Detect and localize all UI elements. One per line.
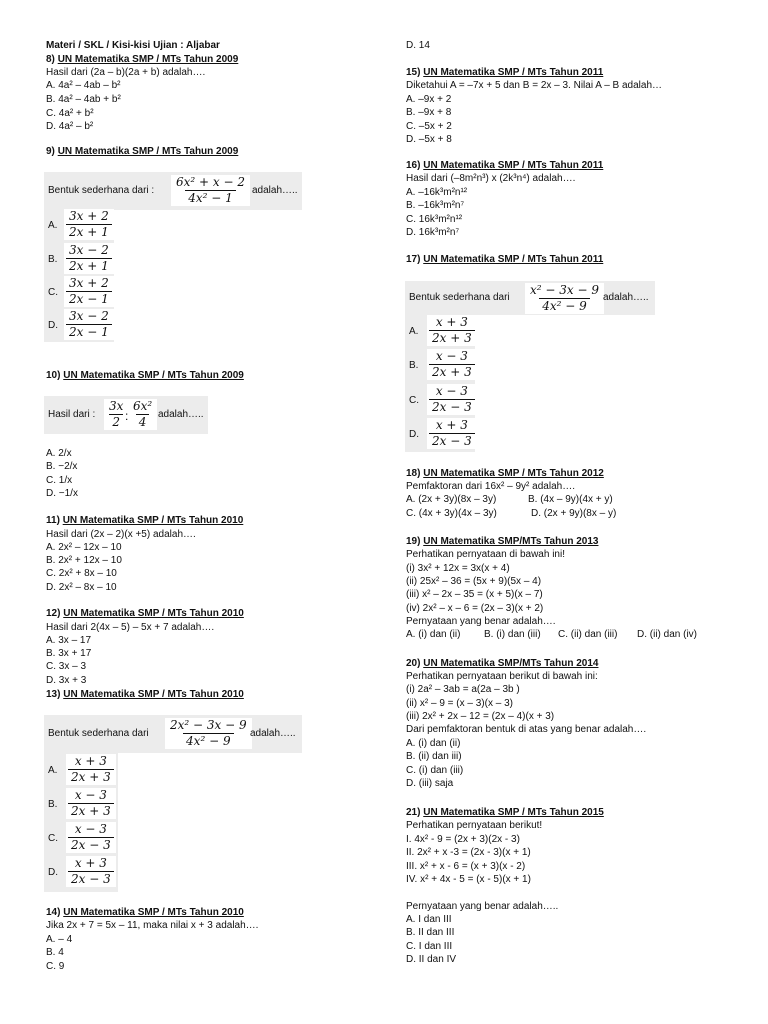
q15-option-c: C. –5x + 2: [406, 121, 452, 132]
q21-statement-1: I. 4x² - 9 = (2x + 3)(2x - 3): [406, 834, 520, 845]
q21-option-c: C. I dan III: [406, 941, 453, 952]
q13-number: 13): [46, 689, 61, 700]
q9-option-d-fraction: [64, 309, 114, 340]
q8-option-a: A. 4a² – 4ab – b²: [46, 80, 121, 91]
q13-title: UN Matematika SMP / MTs Tahun 2010: [63, 689, 244, 700]
q18-option-c: C. (4x + 3y)(4x – 3y): [406, 508, 497, 519]
q20-title: UN Matematika SMP/MTs Tahun 2014: [423, 658, 599, 669]
q14-stem: Jika 2x + 7 = 5x – 11, maka nilai x + 3 adalah….: [46, 920, 259, 931]
q12-stem: Hasil dari 2(4x – 5) – 5x + 7 adalah….: [46, 622, 215, 633]
q19-option-c: C. (ii) dan (iii): [558, 629, 618, 640]
q13-option-b-fraction: [66, 788, 116, 819]
q20-heading: [406, 658, 598, 670]
q13-heading: [46, 689, 244, 701]
q13-option-c-numerator: x − 3: [74, 822, 107, 836]
q10-heading: [46, 370, 244, 382]
q8-stem: Hasil dari (2a – b)(2a + b) adalah….: [46, 67, 206, 78]
q10-title: UN Matematika SMP / MTs Tahun 2009: [63, 370, 244, 381]
q11-option-b: B. 2x² + 12x – 10: [46, 555, 122, 566]
q17-option-b-denominator: 2x + 3: [429, 364, 475, 380]
q10-fraction-1-denominator: 2: [109, 414, 123, 430]
q17-option-d-denominator: 2x − 3: [429, 433, 475, 449]
q20-option-d: D. (iii) saja: [406, 778, 454, 789]
q14-option-c: C. 9: [46, 961, 65, 972]
q13-option-b-denominator: 2x + 3: [68, 803, 114, 819]
q19-heading: [406, 536, 598, 548]
q21-option-b: B. II dan III: [406, 927, 455, 938]
q13-option-c-fraction: [66, 822, 116, 853]
q17-option-c-denominator: 2x − 3: [429, 399, 475, 415]
q19-statement-3: (iii) x² – 2x – 35 = (x + 5)(x – 7): [406, 589, 543, 600]
q10-suffix: adalah…..: [158, 409, 204, 420]
q13-main-denominator: 4x² − 9: [183, 733, 234, 749]
q10-option-b: B. −2/x: [46, 461, 78, 472]
q17-option-c-numerator: x − 3: [435, 384, 468, 398]
q17-option-c-fraction: [427, 384, 477, 415]
q18-stem: Pemfaktoran dari 16x² – 9y² adalah….: [406, 481, 575, 492]
q16-option-c: C. 16k³m²n¹²: [406, 214, 463, 225]
q17-option-b-fraction: [427, 349, 477, 380]
q17-main-fraction: [525, 283, 604, 314]
q19-option-d: D. (ii) dan (iv): [637, 629, 698, 640]
q13-option-a-label: A.: [48, 765, 58, 776]
q21-statement-3: III. x² + x - 6 = (x + 3)(x - 2): [406, 861, 526, 872]
q19-statement-1: (i) 3x² + 12x = 3x(x + 4): [406, 563, 510, 574]
q9-option-b-denominator: 2x + 1: [66, 258, 112, 274]
q9-option-a-denominator: 2x + 1: [66, 224, 112, 240]
q20-option-c: C. (i) dan (iii): [406, 765, 464, 776]
q20-stem: Perhatikan pernyataan berikut di bawah ini:: [406, 671, 598, 682]
q20-option-b: B. (ii) dan iii): [406, 751, 462, 762]
q9-main-denominator: 4x² − 1: [185, 190, 236, 206]
q17-option-a-numerator: x + 3: [435, 315, 468, 329]
q16-title: UN Matematika SMP / MTs Tahun 2011: [423, 160, 604, 171]
q12-number: 12): [46, 608, 61, 619]
q8-number: 8): [46, 54, 55, 65]
q13-option-a-denominator: 2x + 3: [68, 769, 114, 785]
q21-stem: Perhatikan pernyataan berikut!: [406, 820, 543, 831]
q17-main-denominator: 4x² − 9: [539, 298, 590, 314]
q10-option-c: C. 1/x: [46, 475, 73, 486]
q12-option-b: B. 3x + 17: [46, 648, 92, 659]
q19-option-b: B. (i) dan (iii): [484, 629, 541, 640]
q19-number: 19): [406, 536, 421, 547]
q10-option-a: A. 2/x: [46, 448, 72, 459]
q8-option-d: D. 4a² – b²: [46, 121, 94, 132]
q8-option-b: B. 4a² – 4ab + b²: [46, 94, 121, 105]
q17-option-a-denominator: 2x + 3: [429, 330, 475, 346]
q10-number: 10): [46, 370, 61, 381]
q15-title: UN Matematika SMP / MTs Tahun 2011: [423, 67, 604, 78]
q13-option-a-fraction: [66, 754, 116, 785]
q11-option-a: A. 2x² – 12x – 10: [46, 542, 122, 553]
q20-option-a: A. (i) dan (ii): [406, 738, 461, 749]
q14-title: UN Matematika SMP / MTs Tahun 2010: [63, 907, 244, 918]
q19-option-a: A. (i) dan (ii): [406, 629, 461, 640]
q13-option-c-label: C.: [48, 833, 58, 844]
q17-number: 17): [406, 254, 421, 265]
q19-question: Pernyataan yang benar adalah….: [406, 616, 556, 627]
q19-statement-2: (ii) 25x² – 36 = (5x + 9)(5x – 4): [406, 576, 542, 587]
q12-option-d: D. 3x + 3: [46, 675, 87, 686]
q9-main-fraction: [171, 175, 250, 206]
q9-option-b-fraction: [64, 243, 114, 274]
q13-option-d-denominator: 2x − 3: [68, 871, 114, 887]
q15-heading: [406, 67, 603, 79]
q9-title: UN Matematika SMP / MTs Tahun 2009: [57, 146, 239, 157]
q9-option-d-numerator: 3x − 2: [69, 309, 109, 323]
q15-number: 15): [406, 67, 421, 78]
q20-number: 20): [406, 658, 421, 669]
page-header: Materi / SKL / Kisi-kisi Ujian : Aljabar: [46, 40, 220, 51]
q14-option-b: B. 4: [46, 947, 64, 958]
q17-title: UN Matematika SMP / MTs Tahun 2011: [423, 254, 604, 265]
q20-question: Dari pemfaktoran bentuk di atas yang benar adalah….: [406, 724, 647, 735]
q8-title: UN Matematika SMP / MTs Tahun 2009: [57, 54, 239, 65]
q10-fraction-2-numerator: 6x²: [133, 399, 153, 413]
q9-option-d-label: D.: [48, 320, 58, 331]
q9-main-numerator: 6x² + x − 2: [176, 175, 245, 189]
q17-option-d-label: D.: [409, 429, 419, 440]
q10-fraction-2-denominator: 4: [136, 414, 150, 430]
q13-option-a-numerator: x + 3: [74, 754, 107, 768]
q18-title: UN Matematika SMP / MTs Tahun 2012: [423, 468, 604, 479]
q9-prefix: Bentuk sederhana dari :: [48, 185, 155, 196]
q18-option-a: A. (2x + 3y)(8x – 3y): [406, 494, 497, 505]
q10-option-d: D. −1/x: [46, 488, 78, 499]
q18-option-b: B. (4x – 9y)(4x + y): [528, 494, 613, 505]
q9-option-c-fraction: [64, 276, 114, 307]
q15-option-b: B. –9x + 8: [406, 107, 452, 118]
q21-statement-2: II. 2x² + x -3 = (2x - 3)(x + 1): [406, 847, 531, 858]
q20-statement-2: (ii) x² – 9 = (x – 3)(x – 3): [406, 698, 513, 709]
q13-option-c-denominator: 2x − 3: [68, 837, 114, 853]
q17-option-c-label: C.: [409, 395, 419, 406]
q11-option-c: C. 2x² + 8x – 10: [46, 568, 117, 579]
q10-prefix: Hasil dari :: [48, 409, 96, 420]
q20-statement-3: (iii) 2x² + 2x – 12 = (2x – 4)(x + 3): [406, 711, 555, 722]
q11-stem: Hasil dari (2x – 2)(x +5) adalah….: [46, 529, 196, 540]
q20-statement-1: (i) 2a² – 3ab = a(2a – 3b ): [406, 684, 520, 695]
q21-heading: [406, 807, 604, 819]
q13-main-numerator: 2x² − 3x − 9: [170, 718, 247, 732]
q10-fraction-2: [128, 399, 157, 430]
q16-option-b: B. –16k³m²n⁷: [406, 200, 465, 211]
q13-suffix: adalah…..: [250, 728, 296, 739]
q11-number: 11): [46, 515, 60, 526]
q17-option-a-label: A.: [409, 326, 419, 337]
q16-heading: [406, 160, 603, 172]
q17-option-b-label: B.: [409, 360, 419, 371]
q18-heading: [406, 468, 604, 480]
q12-option-a: A. 3x – 17: [46, 635, 92, 646]
q21-title: UN Matematika SMP / MTs Tahun 2015: [423, 807, 604, 818]
q15-option-a: A. –9x + 2: [406, 94, 452, 105]
q9-option-c-numerator: 3x + 2: [69, 276, 109, 290]
q13-option-d-numerator: x + 3: [74, 856, 107, 870]
q13-main-fraction: [165, 718, 252, 749]
q21-statement-4: IV. x² + 4x - 5 = (x - 5)(x + 1): [406, 874, 531, 885]
q21-number: 21): [406, 807, 421, 818]
q17-main-numerator: x² − 3x − 9: [530, 283, 599, 297]
q9-option-c-label: C.: [48, 287, 58, 298]
q15-stem: Diketahui A = –7x + 5 dan B = 2x – 3. Nilai A – B adalah…: [406, 80, 663, 91]
q10-fraction-1-numerator: 3x: [109, 399, 124, 413]
q13-prefix: Bentuk sederhana dari: [48, 728, 149, 739]
q12-heading: [46, 608, 244, 620]
q19-stem: Perhatikan pernyataan di bawah ini!: [406, 549, 565, 560]
q18-option-d: D. (2x + 9y)(8x – y): [531, 508, 617, 519]
q18-number: 18): [406, 468, 421, 479]
q15-option-d: D. –5x + 8: [406, 134, 452, 145]
q9-option-b-label: B.: [48, 254, 58, 265]
q16-number: 16): [406, 160, 421, 171]
q13-option-b-numerator: x − 3: [74, 788, 107, 802]
q17-option-d-numerator: x + 3: [435, 418, 468, 432]
q12-option-c: C. 3x – 3: [46, 661, 87, 672]
q13-option-b-label: B.: [48, 799, 58, 810]
q12-title: UN Matematika SMP / MTs Tahun 2010: [63, 608, 244, 619]
q9-suffix: adalah…..: [252, 185, 298, 196]
q17-option-b-numerator: x − 3: [435, 349, 468, 363]
q13-option-d-fraction: [66, 856, 116, 887]
q16-stem: Hasil dari (–8m²n³) x (2k³n⁴) adalah….: [406, 173, 576, 184]
q19-statement-4: (iv) 2x² – x – 6 = (2x – 3)(x + 2): [406, 603, 544, 614]
q16-option-d: D. 16k³m²n⁷: [406, 227, 460, 238]
q10-separator: :: [125, 409, 129, 423]
q19-title: UN Matematika SMP/MTs Tahun 2013: [423, 536, 599, 547]
q17-option-a-fraction: [427, 315, 477, 346]
q8-option-c: C. 4a² + b²: [46, 108, 94, 119]
q21-option-d: D. II dan IV: [406, 954, 457, 965]
q14-heading: [46, 907, 244, 919]
q11-heading: [46, 515, 243, 527]
q17-suffix: adalah…..: [603, 292, 649, 303]
q11-option-d: D. 2x² – 8x – 10: [46, 582, 117, 593]
q9-option-c-denominator: 2x − 1: [66, 291, 112, 307]
q14-option-a: A. – 4: [46, 934, 73, 945]
q14-option-d: D. 14: [406, 40, 430, 51]
q21-option-a: A. I dan III: [406, 914, 452, 925]
q9-number: 9): [46, 146, 55, 157]
q17-heading: [406, 254, 603, 266]
q11-title: UN Matematika SMP / MTs Tahun 2010: [62, 515, 244, 526]
q14-number: 14): [46, 907, 61, 918]
q9-heading: [46, 146, 238, 158]
q9-option-a-fraction: [64, 209, 114, 240]
q9-option-d-denominator: 2x − 1: [66, 324, 112, 340]
q9-option-a-numerator: 3x + 2: [69, 209, 109, 223]
q13-option-d-label: D.: [48, 867, 58, 878]
q17-prefix: Bentuk sederhana dari: [409, 292, 510, 303]
q8-heading: [46, 54, 238, 66]
q21-question: Pernyataan yang benar adalah…..: [406, 901, 559, 912]
q9-option-b-numerator: 3x − 2: [69, 243, 109, 257]
q17-option-d-fraction: [427, 418, 477, 449]
q9-option-a-label: A.: [48, 220, 58, 231]
q16-option-a: A. –16k³m²n¹²: [406, 187, 468, 198]
